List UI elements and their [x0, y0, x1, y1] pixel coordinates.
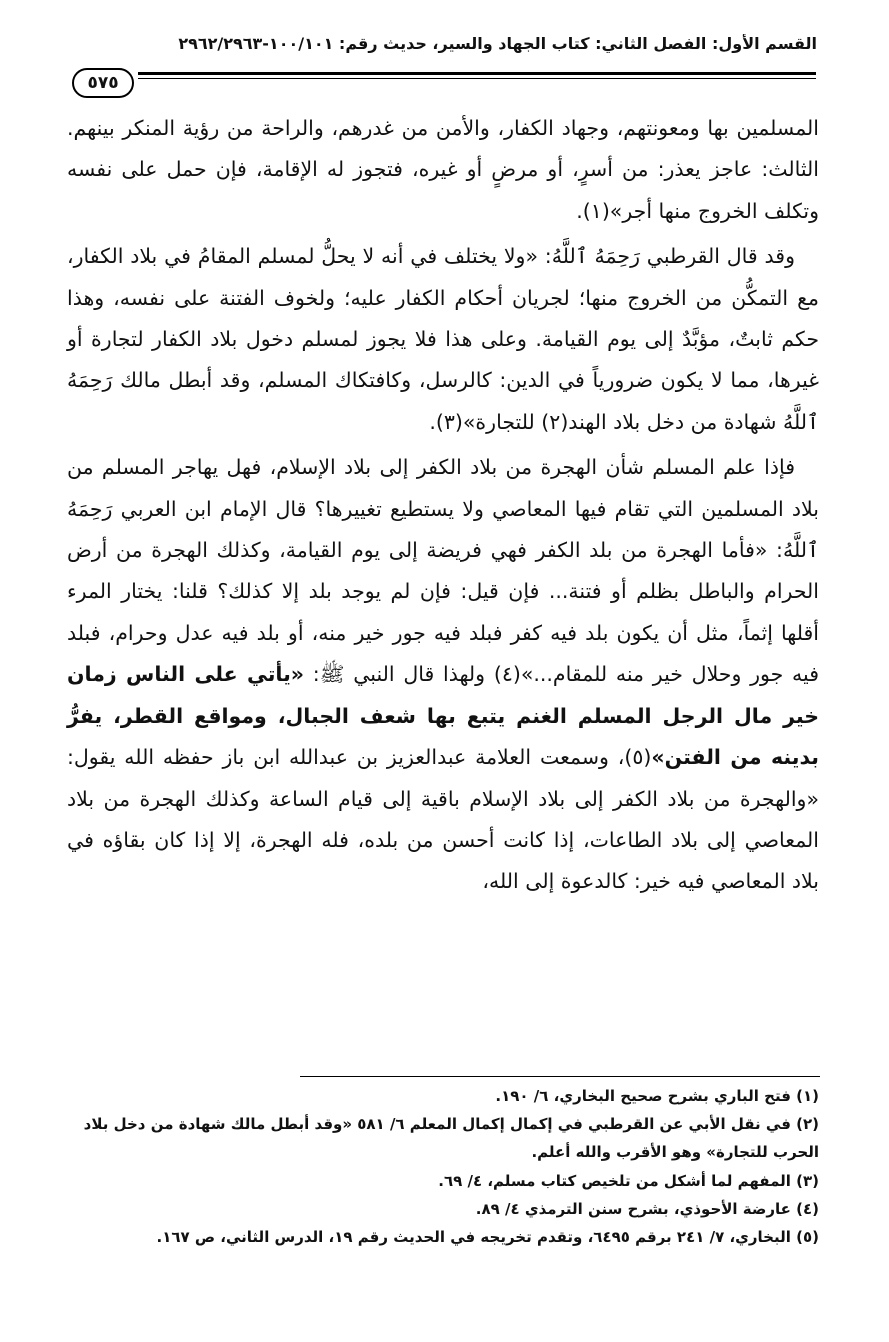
footnote-2: (٢) في نقل الأبي عن القرطبي في إكمال إكمال المعلم ٦/ ٥٨١ «وقد أبطل مالك شهادة من دخل بلاد الحرب للتجارة» وهو الأقرب والله أعلم. [83, 1115, 819, 1162]
footnote-3: (٣) المفهم لما أشكل من تلخيص كتاب مسلم، ٤/ ٦٩. [438, 1171, 819, 1190]
paragraph-2: وقد قال القرطبي رَحِمَهُ ٱللَّهُ: «ولا يختلف في أنه لا يحلُّ لمسلم المقامُ في بلاد الكفار، مع التمكُّن من الخروج منها؛ لجريان أحكام الكفار عليه؛ ولخوف الفتنة على نفسه، وهذا حكم ثابتٌ، مؤبَّدٌ إلى يوم القيامة. وعلى هذا فلا يجوز لمسلم دخول بلاد الكفار لتجارة أو غيرها، مما لا يكون ضرورياً في الدين: كالرسل، وكافتكاك المسلم، وقد أبطل مالك رَحِمَهُ ٱللَّهُ شهادة من دخل بلاد الهند(٢) للتجارة»(٣). [67, 244, 819, 434]
footnote-1: (١) فتح الباري بشرح صحيح البخاري، ٦/ ١٩٠. [495, 1087, 819, 1105]
footnote-4: (٤) عارضة الأحوذي، بشرح سنن الترمذي ٤/ ٨٩. [475, 1199, 819, 1218]
running-header: القسم الأول: الفصل الثاني: كتاب الجهاد والسير، حديث رقم: ١٠٠/١٠١-٢٩٦٢/٢٩٦٣ [178, 34, 817, 53]
page-number: ٥٧٥ [72, 68, 134, 98]
footnote-5: (٥) البخاري، ٧/ ٢٤١ برقم ٦٤٩٥، وتقدم تخريجه في الحديث رقم ١٩، الدرس الثاني، ص ١٦٧. [156, 1228, 819, 1247]
main-text [67, 108, 819, 903]
paragraph-1: المسلمين بها ومعونتهم، وجهاد الكفار، والأمن من غدرهم، والراحة من رؤية المنكر بينهم. الثالث: عاجز يعذر: من أسرٍ، أو مرضٍ أو غيره، فتجوز له الإقامة، فإن حمل على نفسه وتكلف الخروج منها أجر»(١). [67, 116, 819, 223]
header-rule-thin [138, 78, 816, 79]
paragraph-3 [67, 447, 819, 902]
header-rule [138, 72, 816, 75]
hadith-quote: «يأتي على الناس زمان خير مال الرجل المسلم الغنم يتبع بها شعف الجبال، ومواقع القطر، يفرُّ بدينه من الفتن» [67, 662, 819, 770]
footnotes [67, 1082, 819, 1251]
paragraph-3-after-hadith: (٥)، وسمعت العلامة عبدالعزيز بن عبدالله ابن باز حفظه الله يقول: «والهجرة من بلاد الكفر إلى بلاد الإسلام باقية إلى قيام الساعة وكذلك الهجرة من بلاد المعاصي إلى بلاد الطاعات، إذا كانت أحسن من بلده، فله الهجرة، إلا إذا كان بقاؤه في بلاد المعاصي فيه خير: كالدعوة إلى الله، [67, 745, 819, 894]
footnote-separator [300, 1076, 820, 1077]
paragraph-3-before-hadith: فإذا علم المسلم شأن الهجرة من بلاد الكفر إلى بلاد الإسلام، فهل يهاجر المسلم من بلاد المسلمين التي تقام فيها المعاصي ولا يستطيع تغييرها؟ قال الإمام ابن العربي رَحِمَهُ ٱللَّهُ: «فأما الهجرة من بلد الكفر فهي فريضة إلى يوم القيامة، وكذلك الهجرة من أرض الحرام والباطل بظلم أو فتنة... فإن قيل: فإن لم يوجد بلد إلا كذلك؟ قلنا: يختار المرء أقلها إثماً، مثل أن يكون بلد فيه كفر فبلد فيه جور خير منه، أو بلد فيه عدل وحرام، فبلد فيه جور وحلال خير منه للمقام...»(٤) ولهذا قال النبي ﷺ: [67, 455, 819, 687]
